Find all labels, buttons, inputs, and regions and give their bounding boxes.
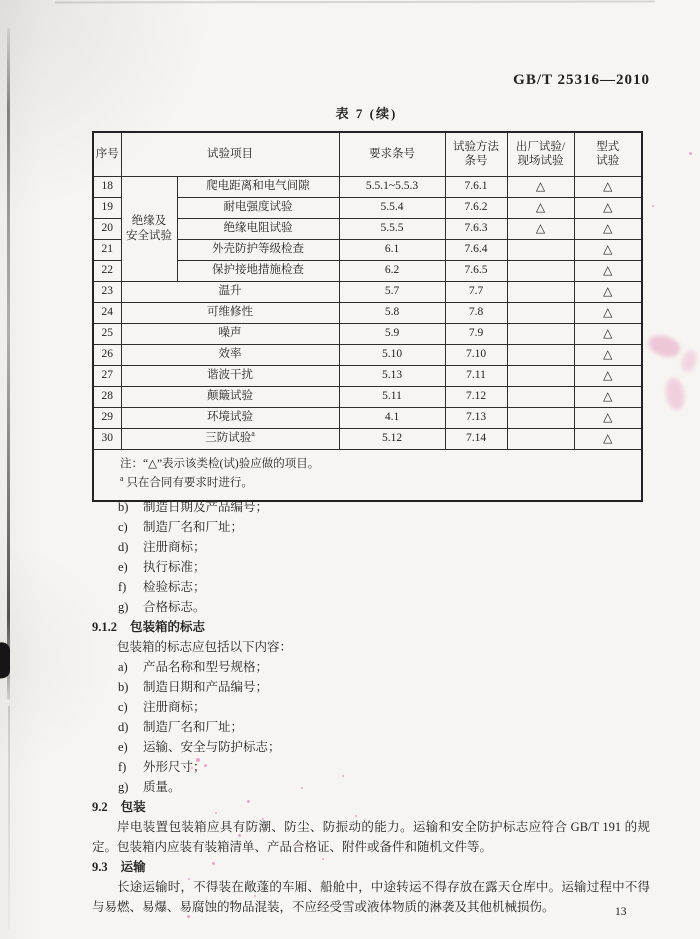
list-text: 运输、安全与防护标志； — [143, 740, 281, 754]
factory-test-cell: △ — [507, 176, 574, 197]
header-requirement-clause: 要求条号 — [339, 132, 445, 176]
list-text: 注册商标； — [143, 540, 206, 554]
list-marker: e) — [118, 740, 128, 754]
list-item — [92, 537, 650, 557]
test-item-cell: 爬电距离和电气间隙 — [177, 176, 339, 197]
requirement-clause-cell: 6.1 — [339, 239, 445, 260]
table-note-line1: 注：“△”表示该类检(试)验应做的项目。 — [120, 457, 320, 470]
factory-test-cell — [507, 344, 574, 365]
test-item-cell: 噪声 — [121, 323, 339, 344]
list-marker: d) — [118, 540, 129, 554]
section-heading-9-1-2 — [92, 617, 650, 637]
row-index-cell: 18 — [93, 176, 121, 197]
scan-top-edge-artifact — [55, 0, 655, 3]
requirement-clause-cell: 5.8 — [339, 302, 445, 323]
type-test-cell: △ — [574, 260, 642, 281]
section-title: 包装 — [120, 800, 146, 814]
method-clause-cell: 7.13 — [445, 407, 507, 428]
method-clause-cell: 7.10 — [445, 344, 507, 365]
row-index-cell: 22 — [93, 260, 121, 281]
table-row — [93, 344, 642, 365]
pink-speckle — [652, 205, 654, 207]
list-marker: g) — [118, 600, 129, 614]
factory-test-cell — [507, 386, 574, 407]
method-clause-cell: 7.9 — [445, 323, 507, 344]
list-marker: e) — [118, 560, 128, 574]
table-row — [93, 323, 642, 344]
pink-smudge-artifact — [645, 330, 682, 361]
table-title: 表 7 (续) — [335, 106, 398, 121]
group-cell: 绝缘及 安全试验 — [121, 176, 177, 281]
row-index-cell: 23 — [93, 281, 121, 302]
list-item — [92, 737, 650, 757]
table-row — [93, 386, 642, 407]
scan-left-faint-artifact — [8, 706, 10, 931]
factory-test-cell: △ — [507, 218, 574, 239]
factory-test-cell — [507, 260, 574, 281]
method-clause-cell: 7.12 — [445, 386, 507, 407]
factory-test-cell — [507, 428, 574, 449]
type-test-cell: △ — [574, 365, 642, 386]
scan-left-edge-artifact — [7, 28, 10, 700]
requirement-clause-cell: 5.5.4 — [339, 197, 445, 218]
list-marker: f) — [118, 760, 127, 774]
list-item — [92, 677, 650, 697]
page-number: 13 — [615, 906, 627, 918]
row-index-cell: 25 — [93, 323, 121, 344]
section-9-3-paragraph: 长途运输时，不得装在敞蓬的车厢、船舱中，中途转运不得存放在露天仓库中。运输过程中不得与易燃、易爆、易腐蚀的物品混装，不应经受雪或液体物质的淋袭及其他机械损伤。 — [92, 880, 650, 914]
table-note-cell — [93, 449, 642, 501]
type-test-cell: △ — [574, 428, 642, 449]
requirement-clause-cell: 4.1 — [339, 407, 445, 428]
type-test-cell: △ — [574, 407, 642, 428]
requirement-clause-cell: 6.2 — [339, 260, 445, 281]
packing-box-marking-list — [92, 657, 650, 797]
list-marker: c) — [118, 520, 128, 534]
list-text: 执行标准； — [143, 560, 206, 574]
section-heading-9-2 — [92, 797, 650, 817]
table-note-row — [93, 449, 642, 501]
row-index-cell: 26 — [93, 344, 121, 365]
method-clause-cell: 7.6.4 — [445, 239, 507, 260]
type-test-cell: △ — [574, 197, 642, 218]
list-item — [92, 777, 650, 797]
header-test-item: 试验项目 — [121, 132, 339, 176]
list-item — [92, 577, 650, 597]
row-index-cell: 21 — [93, 239, 121, 260]
factory-test-cell: △ — [507, 197, 574, 218]
row-index-cell: 28 — [93, 386, 121, 407]
row-index-cell: 19 — [93, 197, 121, 218]
row-index-cell: 29 — [93, 407, 121, 428]
factory-test-cell — [507, 302, 574, 323]
section-number: 9.3 — [92, 860, 108, 874]
factory-test-cell — [507, 407, 574, 428]
type-test-cell: △ — [574, 239, 642, 260]
table-header-row — [93, 132, 642, 176]
requirement-clause-cell: 5.5.1~5.5.3 — [339, 176, 445, 197]
standard-code: GB/T 25316—2010 — [513, 72, 650, 88]
list-text: 注册商标； — [143, 700, 206, 714]
table-row — [93, 176, 642, 197]
section-9-1-2-intro: 包装箱的标志应包括以下内容： — [117, 640, 293, 654]
marking-list-continued — [92, 497, 650, 617]
method-clause-cell: 7.6.2 — [445, 197, 507, 218]
header-factory-field-test: 出厂试验/ 现场试验 — [507, 132, 574, 176]
type-test-cell: △ — [574, 302, 642, 323]
list-marker: f) — [118, 580, 127, 594]
table-note-line2: $^a$ 只在合同有要求时进行。 — [120, 473, 253, 489]
list-item — [92, 557, 650, 577]
row-index-cell: 27 — [93, 365, 121, 386]
requirement-clause-cell: 5.5.5 — [339, 218, 445, 239]
row-index-cell: 20 — [93, 218, 121, 239]
header-type-test: 型式 试验 — [574, 132, 642, 176]
header-method-clause: 试验方法 条号 — [445, 132, 507, 176]
test-item-cell: 保护接地措施检查 — [177, 260, 339, 281]
factory-test-cell — [507, 365, 574, 386]
list-item — [92, 717, 650, 737]
list-marker: a) — [118, 660, 128, 674]
pink-speckle — [689, 152, 692, 155]
list-text: 产品名称和型号规格； — [143, 660, 269, 674]
requirement-clause-cell: 5.12 — [339, 428, 445, 449]
list-marker: b) — [118, 680, 129, 694]
list-item — [92, 657, 650, 677]
list-text: 制造厂名和厂址； — [143, 720, 244, 734]
type-test-cell: △ — [574, 218, 642, 239]
row-index-cell: 24 — [93, 302, 121, 323]
section-9-2-paragraph: 岸电装置包装箱应具有防潮、防尘、防振动的能力。运输和安全防护标志应符合 GB/T 191 的规定。包装箱内应装有装箱清单、产品合格证、附件或备件和随机文件等。 — [92, 820, 650, 854]
list-text: 合格标志。 — [143, 600, 206, 614]
list-item — [92, 597, 650, 617]
table-row — [93, 428, 642, 449]
section-title: 包装箱的标志 — [130, 620, 206, 634]
section-heading-9-3 — [92, 857, 650, 877]
method-clause-cell: 7.8 — [445, 302, 507, 323]
row-index-cell: 30 — [93, 428, 121, 449]
scan-left-blob-artifact — [0, 641, 10, 678]
list-marker: b) — [118, 500, 129, 514]
list-item — [92, 517, 650, 537]
test-items-table — [92, 131, 643, 502]
method-clause-cell: 7.6.3 — [445, 218, 507, 239]
header-index: 序号 — [93, 132, 121, 176]
table-row — [93, 407, 642, 428]
factory-test-cell — [507, 281, 574, 302]
list-marker: c) — [118, 700, 128, 714]
test-item-cell: 三防试验$^a$ — [121, 428, 339, 449]
method-clause-cell: 7.7 — [445, 281, 507, 302]
test-item-cell: 可维修性 — [121, 302, 339, 323]
list-marker: g) — [118, 780, 129, 794]
table-row — [93, 281, 642, 302]
type-test-cell: △ — [574, 386, 642, 407]
test-item-cell: 绝缘电阻试验 — [177, 218, 339, 239]
test-item-cell: 耐电强度试验 — [177, 197, 339, 218]
list-text: 制造日期和产品编号； — [143, 680, 269, 694]
table-row — [93, 365, 642, 386]
type-test-cell: △ — [574, 344, 642, 365]
test-item-cell: 颠簸试验 — [121, 386, 339, 407]
type-test-cell: △ — [574, 323, 642, 344]
test-item-cell: 外壳防护等级检查 — [177, 239, 339, 260]
method-clause-cell: 7.6.5 — [445, 260, 507, 281]
body-text — [92, 497, 650, 917]
test-item-cell: 温升 — [121, 281, 339, 302]
list-text: 制造日期及产品编号； — [143, 500, 269, 514]
requirement-clause-cell: 5.7 — [339, 281, 445, 302]
test-item-cell: 谐波干扰 — [121, 365, 339, 386]
list-text: 外形尺寸； — [143, 760, 206, 774]
factory-test-cell — [507, 323, 574, 344]
method-clause-cell: 7.6.1 — [445, 176, 507, 197]
list-text: 检验标志； — [143, 580, 206, 594]
type-test-cell: △ — [574, 281, 642, 302]
list-item — [92, 697, 650, 717]
requirement-clause-cell: 5.10 — [339, 344, 445, 365]
pink-smudge-artifact — [662, 376, 687, 411]
test-item-cell: 效率 — [121, 344, 339, 365]
list-item — [92, 497, 650, 517]
requirement-clause-cell: 5.13 — [339, 365, 445, 386]
requirement-clause-cell: 5.11 — [339, 386, 445, 407]
section-title: 运输 — [120, 860, 146, 874]
list-text: 制造厂名和厂址； — [143, 520, 244, 534]
method-clause-cell: 7.11 — [445, 365, 507, 386]
factory-test-cell — [507, 239, 574, 260]
section-number: 9.1.2 — [92, 620, 117, 634]
section-number: 9.2 — [92, 800, 108, 814]
table-row — [93, 302, 642, 323]
method-clause-cell: 7.14 — [445, 428, 507, 449]
list-item — [92, 757, 650, 777]
test-item-cell: 环境试验 — [121, 407, 339, 428]
requirement-clause-cell: 5.9 — [339, 323, 445, 344]
type-test-cell: △ — [574, 176, 642, 197]
list-marker: d) — [118, 720, 129, 734]
pink-smudge-artifact — [680, 349, 698, 373]
list-text: 质量。 — [143, 780, 181, 794]
